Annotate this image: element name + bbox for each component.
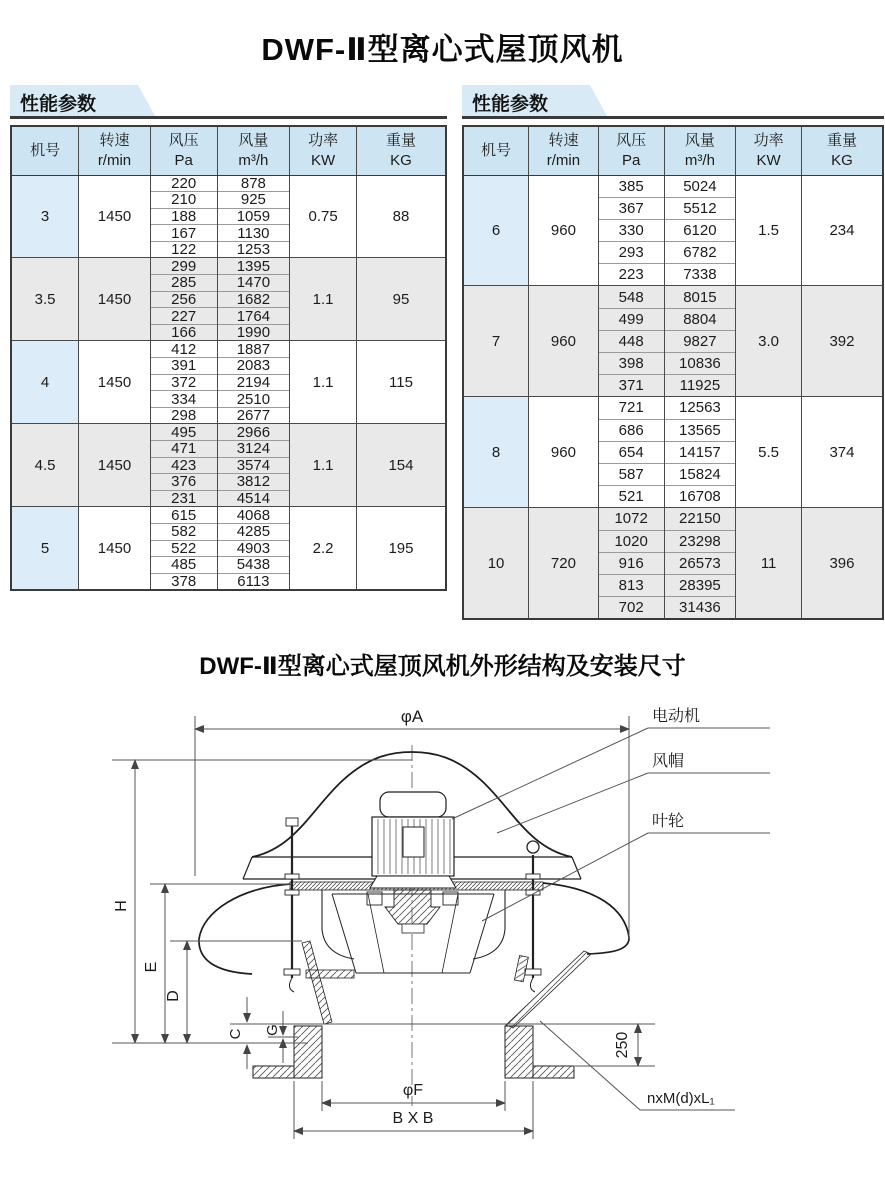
column-header: 转速 r/min <box>529 126 599 176</box>
shaft-hub <box>367 890 458 933</box>
dim-bolt-spec: nxM(d)xL₁ <box>647 1089 715 1107</box>
speed-cell: 1450 <box>79 507 151 590</box>
weight-cell: 374 <box>801 397 883 508</box>
pressure-cell: 587 <box>598 463 664 485</box>
volume-cell: 4514 <box>217 490 290 507</box>
pressure-cell: 210 <box>150 192 217 209</box>
volume-cell: 9827 <box>664 330 736 352</box>
volume-cell: 2194 <box>217 374 290 391</box>
banner-left <box>10 85 447 116</box>
pressure-cell: 376 <box>150 474 217 491</box>
column-header: 风量 m³/h <box>664 126 736 176</box>
volume-cell: 15824 <box>664 463 736 485</box>
dimension-lines <box>112 716 770 1139</box>
volume-cell: 878 <box>217 175 290 192</box>
volume-cell: 2677 <box>217 407 290 424</box>
volume-cell: 1764 <box>217 308 290 325</box>
pressure-cell: 423 <box>150 457 217 474</box>
banner-left-label: 性能参数 <box>20 94 97 115</box>
speed-cell: 960 <box>529 175 599 286</box>
column-header: 风压 Pa <box>150 126 217 176</box>
pressure-cell: 285 <box>150 275 217 292</box>
volume-cell: 3124 <box>217 441 290 458</box>
dim-bxb: B X B <box>392 1109 434 1127</box>
callout-impeller: 叶轮 <box>652 812 685 830</box>
power-cell: 5.5 <box>736 397 802 508</box>
model-cell: 10 <box>463 508 529 619</box>
volume-cell: 1470 <box>217 275 290 292</box>
volume-cell: 3812 <box>217 474 290 491</box>
model-cell: 5 <box>11 507 79 590</box>
table-header-row <box>11 126 446 176</box>
speed-cell: 1450 <box>79 258 151 341</box>
volume-cell: 5024 <box>664 175 736 197</box>
pressure-cell: 1020 <box>598 530 664 552</box>
pressure-cell: 372 <box>150 374 217 391</box>
pressure-cell: 385 <box>598 175 664 197</box>
speed-cell: 960 <box>529 397 599 508</box>
volume-cell: 22150 <box>664 508 736 530</box>
pressure-cell: 582 <box>150 523 217 540</box>
dim-g: G <box>264 1023 281 1036</box>
pressure-cell: 231 <box>150 490 217 507</box>
pressure-cell: 654 <box>598 441 664 463</box>
pressure-cell: 495 <box>150 424 217 441</box>
model-cell: 3.5 <box>11 258 79 341</box>
volume-cell: 2966 <box>217 424 290 441</box>
column-header: 重量 KG <box>801 126 883 176</box>
performance-tables <box>0 85 885 620</box>
volume-cell: 10836 <box>664 353 736 375</box>
pressure-cell: 167 <box>150 225 217 242</box>
pressure-cell: 916 <box>598 552 664 574</box>
model-cell: 4.5 <box>11 424 79 507</box>
banner-left-rule <box>10 116 447 119</box>
volume-cell: 1990 <box>217 324 290 341</box>
volume-cell: 8015 <box>664 286 736 308</box>
speed-cell: 1450 <box>79 341 151 424</box>
volume-cell: 1130 <box>217 225 290 242</box>
pressure-cell: 334 <box>150 391 217 408</box>
dim-e: E <box>143 961 160 973</box>
volume-cell: 28395 <box>664 574 736 596</box>
volume-cell: 4285 <box>217 523 290 540</box>
pressure-cell: 367 <box>598 197 664 219</box>
power-cell: 11 <box>736 508 802 619</box>
volume-cell: 1059 <box>217 208 290 225</box>
speed-cell: 960 <box>529 286 599 397</box>
base-curb <box>230 1024 655 1078</box>
model-cell: 3 <box>11 175 79 258</box>
power-cell: 1.1 <box>290 341 357 424</box>
volume-cell: 7338 <box>664 264 736 286</box>
weight-cell: 88 <box>356 175 446 258</box>
pressure-cell: 448 <box>598 330 664 352</box>
pressure-cell: 412 <box>150 341 217 358</box>
pressure-cell: 298 <box>150 407 217 424</box>
pressure-cell: 227 <box>150 308 217 325</box>
dim-d: D <box>165 989 182 1002</box>
table-header-row <box>463 126 883 176</box>
pressure-cell: 378 <box>150 573 217 590</box>
volume-cell: 6120 <box>664 219 736 241</box>
model-cell: 8 <box>463 397 529 508</box>
callout-wind-cap: 风帽 <box>652 752 685 770</box>
pressure-cell: 371 <box>598 375 664 397</box>
volume-cell: 2083 <box>217 358 290 375</box>
pressure-cell: 330 <box>598 219 664 241</box>
volume-cell: 26573 <box>664 552 736 574</box>
volume-cell: 1395 <box>217 258 290 275</box>
column-header: 机号 <box>463 126 529 176</box>
pressure-cell: 686 <box>598 419 664 441</box>
weight-cell: 234 <box>801 175 883 286</box>
volume-cell: 11925 <box>664 375 736 397</box>
volume-cell: 1887 <box>217 341 290 358</box>
model-cell: 4 <box>11 341 79 424</box>
power-cell: 1.5 <box>736 175 802 286</box>
volume-cell: 3574 <box>217 457 290 474</box>
weight-cell: 95 <box>356 258 446 341</box>
dim-250: 250 <box>614 1031 631 1059</box>
banner-right-label: 性能参数 <box>472 94 549 115</box>
volume-cell: 6782 <box>664 242 736 264</box>
pressure-cell: 471 <box>150 441 217 458</box>
weight-cell: 195 <box>356 507 446 590</box>
volume-cell: 14157 <box>664 441 736 463</box>
page-title: DWF-Ⅱ型离心式屋顶风机 <box>261 32 624 67</box>
speed-cell: 1450 <box>79 175 151 258</box>
pressure-cell: 293 <box>598 242 664 264</box>
dim-c: C <box>227 1028 244 1040</box>
column-header: 重量 KG <box>356 126 446 176</box>
volume-cell: 23298 <box>664 530 736 552</box>
volume-cell: 31436 <box>664 597 736 619</box>
pressure-cell: 299 <box>150 258 217 275</box>
motor-shape <box>370 792 456 888</box>
fan-structure-diagram <box>0 689 885 1159</box>
pressure-cell: 721 <box>598 397 664 419</box>
column-header: 功率 KW <box>736 126 802 176</box>
pressure-cell: 813 <box>598 574 664 596</box>
pressure-cell: 702 <box>598 597 664 619</box>
pressure-cell: 398 <box>598 353 664 375</box>
speed-cell: 720 <box>529 508 599 619</box>
pressure-cell: 166 <box>150 324 217 341</box>
volume-cell: 16708 <box>664 486 736 508</box>
column-header: 机号 <box>11 126 79 176</box>
pressure-cell: 122 <box>150 241 217 258</box>
volume-cell: 6113 <box>217 573 290 590</box>
performance-table-large-models <box>462 125 884 620</box>
pressure-cell: 521 <box>598 486 664 508</box>
pressure-cell: 499 <box>598 308 664 330</box>
pressure-cell: 485 <box>150 557 217 574</box>
weight-cell: 392 <box>801 286 883 397</box>
cone-duct <box>302 941 591 1028</box>
model-cell: 6 <box>463 175 529 286</box>
volume-cell: 4068 <box>217 507 290 524</box>
banner-right-rule <box>462 116 884 119</box>
pressure-cell: 522 <box>150 540 217 557</box>
volume-cell: 1253 <box>217 241 290 258</box>
perf-table-right <box>462 85 884 620</box>
pressure-cell: 1072 <box>598 508 664 530</box>
column-header: 转速 r/min <box>79 126 151 176</box>
power-cell: 1.1 <box>290 258 357 341</box>
volume-cell: 5438 <box>217 557 290 574</box>
dim-phi-f: φF <box>402 1081 424 1099</box>
pressure-cell: 188 <box>150 208 217 225</box>
volume-cell: 925 <box>217 192 290 209</box>
power-cell: 2.2 <box>290 507 357 590</box>
banner-right <box>462 85 884 116</box>
column-header: 风压 Pa <box>598 126 664 176</box>
column-header: 功率 KW <box>290 126 357 176</box>
weight-cell: 396 <box>801 508 883 619</box>
volume-cell: 4903 <box>217 540 290 557</box>
dim-phi-a: φA <box>400 706 424 726</box>
volume-cell: 5512 <box>664 197 736 219</box>
power-cell: 3.0 <box>736 286 802 397</box>
column-header: 风量 m³/h <box>217 126 290 176</box>
power-cell: 0.75 <box>290 175 357 258</box>
volume-cell: 12563 <box>664 397 736 419</box>
callout-motor: 电动机 <box>652 707 701 725</box>
pressure-cell: 223 <box>598 264 664 286</box>
speed-cell: 1450 <box>79 424 151 507</box>
pressure-cell: 391 <box>150 358 217 375</box>
power-cell: 1.1 <box>290 424 357 507</box>
weight-cell: 115 <box>356 341 446 424</box>
volume-cell: 8804 <box>664 308 736 330</box>
weight-cell: 154 <box>356 424 446 507</box>
volume-cell: 1682 <box>217 291 290 308</box>
section-title: DWF-Ⅱ型离心式屋顶风机外形结构及安装尺寸 <box>199 652 686 680</box>
perf-table-left <box>10 85 447 620</box>
model-cell: 7 <box>463 286 529 397</box>
volume-cell: 2510 <box>217 391 290 408</box>
pressure-cell: 256 <box>150 291 217 308</box>
volume-cell: 13565 <box>664 419 736 441</box>
pressure-cell: 220 <box>150 175 217 192</box>
fan-diagram-container <box>0 689 885 1164</box>
performance-table-small-models <box>10 125 447 591</box>
pressure-cell: 615 <box>150 507 217 524</box>
dim-h: H <box>113 899 130 912</box>
pressure-cell: 548 <box>598 286 664 308</box>
